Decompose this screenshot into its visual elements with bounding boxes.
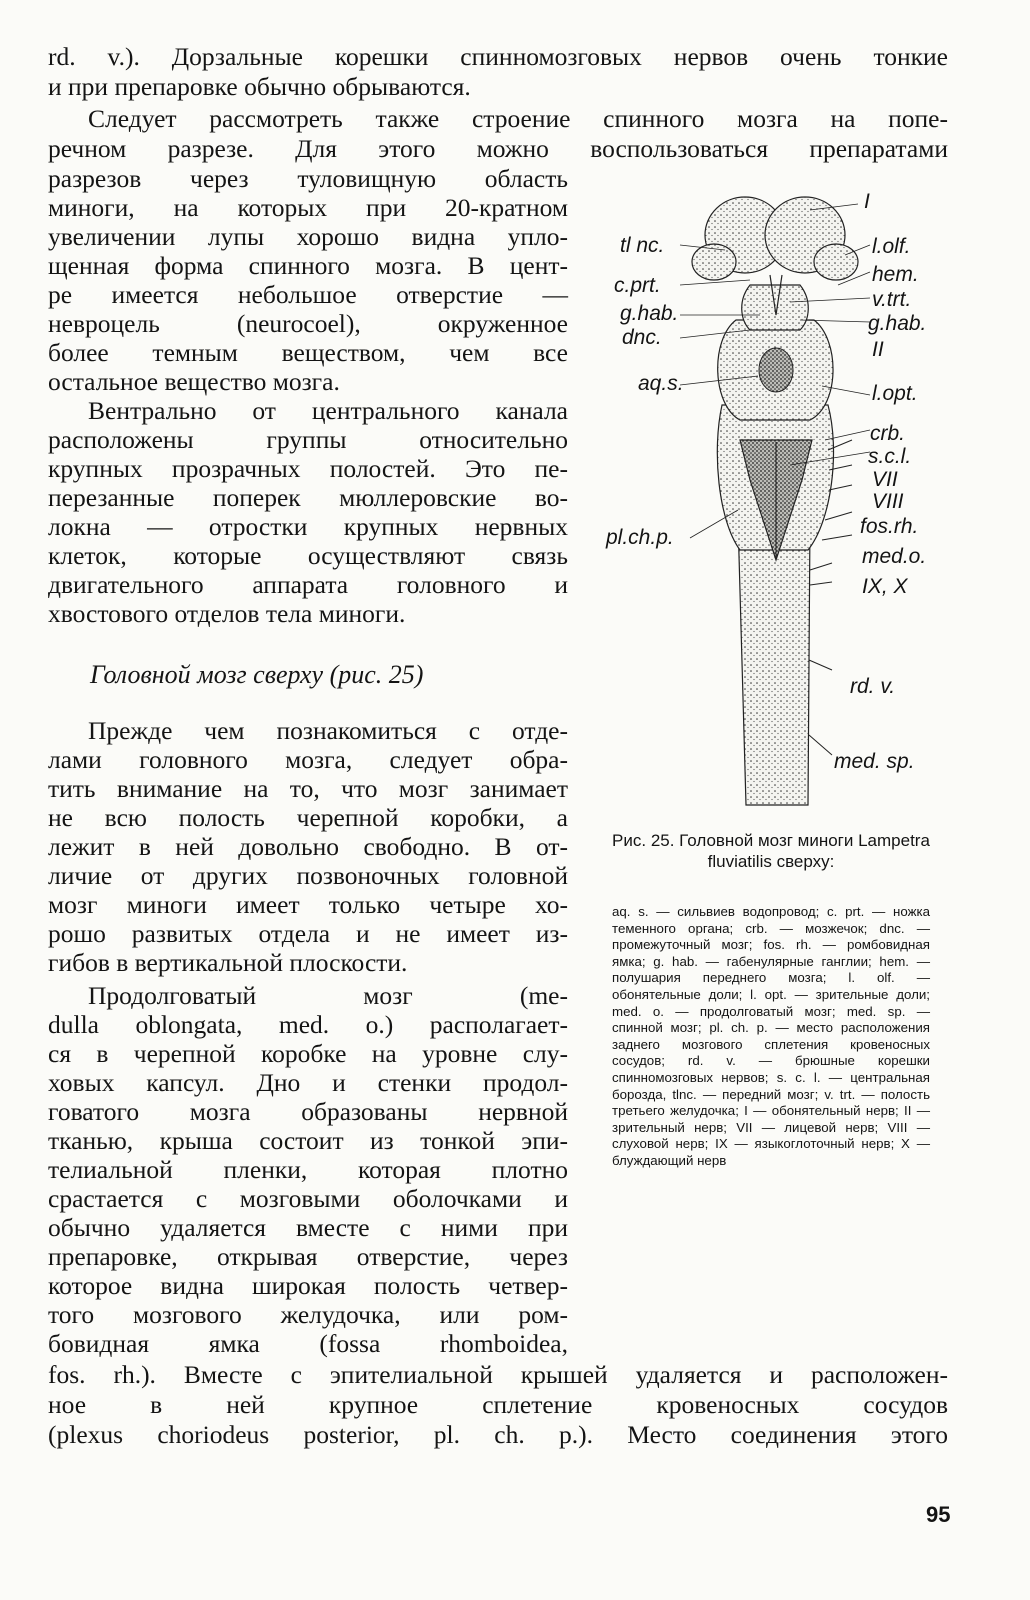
label-crb: crb. [870,422,906,445]
text-line: и при препаровке обычно обрываются. [48,72,471,101]
text-line: крупных прозрачных полостей. Это пе- [48,454,568,483]
label-I: I [864,190,870,213]
text-line: разрезов через туловищную область [48,164,568,193]
text-line: речном разрезе. Для этого можно воспользоваться препаратами [48,134,948,163]
figure-caption-body: aq. s. — сильвиев водопровод; c. prt. — ножка теменного органа; crb. — мозжечок; dnc. — промежуточный мозг; fos. rh. — ромбовидная ямка; g. hab. — габенулярные ганглии; hem. — полушария переднего мозга; l. olf. — обонятельные доли; l. opt. — зрительные доли; med. o. — продолговатый мозг; med. sp. — спинной мозг; pl. ch. p. — место расположения заднего мозгового сплетения кровеносных сосудов; rd. v. — брюшные корешки спинномозговых нервов; s. c. l. — центральная борозда, tlnc. — передний мозг; v. trt. — полость третьего желудочка; I — обонятельный нерв; II — зрительный нерв; VII — лицевой нерв; VIII — слуховой нерв; IX — языкоглоточный нерв; X — блуждающий нерв [612,904,930,1168]
text-line: мозг миноги имеет только четыре хо- [48,890,568,919]
label-scl: s.c.l. [868,445,912,468]
text-line: ховых капсул. Дно и стенки продол- [48,1068,568,1097]
label-rdv: rd. v. [850,675,896,698]
text-line: щенная форма спинного мозга. В цент- [48,251,568,280]
label-tlnc: tl nc. [620,234,665,257]
label-plchp: pl.ch.p. [606,526,674,549]
label-VIII: VIII [872,490,904,513]
label-VII: VII [872,468,898,491]
text-line: хвостового отделов тела миноги. [48,599,406,628]
text-line: рошо развитых отдела и не имеет из- [48,919,568,948]
text-line: обычно удаляется вместе с ними при [48,1213,568,1242]
label-lopt: l.opt. [872,382,918,405]
label-medo: med.o. [862,545,927,568]
text-line: расположены группы относительно [48,425,568,454]
text-line: не всю полость черепной коробки, а [48,803,568,832]
page-number: 95 [926,1502,951,1527]
text-line: более темным веществом, чем все [48,338,568,367]
text-line: Следует рассмотреть также строение спинного мозга на попе- [88,104,948,133]
text-line: dulla oblongata, med. o.) располагает- [48,1010,568,1039]
label-hem: hem. [872,263,919,286]
text-line: миноги, на которых при 20-кратном [48,193,568,222]
text-line: локна — отростки крупных нервных [48,512,568,541]
text-line: клеток, которые осуществляют связь [48,541,568,570]
label-ghab-right: g.hab. [868,312,927,335]
text-line: двигательного аппарата головного и [48,570,568,599]
text-line: Продолговатый мозг (me- [88,981,568,1010]
text-line: говатого мозга образованы нервной [48,1097,568,1126]
brain-figure [600,190,960,810]
text-line: того мозгового желудочка, или ром- [48,1300,568,1329]
label-aqs: aq.s. [638,372,684,395]
text-line: срастается с мозговыми оболочками и [48,1184,568,1213]
text-line: ся в черепной коробке на уровне слу- [48,1039,568,1068]
label-ghab-left: g.hab. [620,302,679,325]
label-lolf: l.olf. [872,235,911,258]
text-line: fos. rh.). Вместе с эпителиальной крышей удаляется и расположен- [48,1360,948,1389]
text-line: невроцель (neurocoel), окруженное [48,309,568,338]
text-line: лами головного мозга, следует обра- [48,745,568,774]
text-line: тканью, крыша состоит из тонкой эпи- [48,1126,568,1155]
text-line: бовидная ямка (fossa rhomboidea, [48,1329,568,1358]
label-dnc: dnc. [622,326,662,349]
section-heading: Головной мозг сверху (рис. 25) [90,660,424,689]
figure-caption-title: Рис. 25. Головной мозг миноги Lampetra fluviatilis сверху: [612,831,930,871]
text-line: остальное вещество мозга. [48,367,340,396]
text-line: личие от других позвоночных головной [48,861,568,890]
label-cprt: c.prt. [614,274,661,297]
label-IX-X: IX, X [862,575,908,598]
label-II: II [872,338,884,361]
text-line: которое видна широкая полость четвер- [48,1271,568,1300]
text-line: (plexus choriodeus posterior, pl. ch. p.). Место соединения этого [48,1420,948,1449]
text-line: тить внимание на то, что мозг занимает [48,774,568,803]
text-line: лежит в ней довольно свободно. В от- [48,832,568,861]
label-vtrt: v.trt. [872,288,912,311]
text-line: перезанные поперек мюллеровские во- [48,483,568,512]
label-fosrh: fos.rh. [860,515,919,538]
text-line: Прежде чем познакомиться с отде- [88,716,568,745]
text-line: препаровке, открывая отверстие, через [48,1242,568,1271]
text-line: гибов в вертикальной плоскости. [48,948,408,977]
text-line: Вентрально от центрального канала [88,396,568,425]
text-line: rd. v.). Дорзальные корешки спинномозговых нервов очень тонкие [48,42,948,71]
text-line: ное в ней крупное сплетение кровеносных сосудов [48,1390,948,1419]
text-line: ре имеется небольшое отверстие — [48,280,568,309]
text-line: телиальной пленки, которая плотно [48,1155,568,1184]
label-medsp: med. sp. [834,750,915,773]
text-line: увеличении лупы хорошо видна уплo- [48,222,568,251]
